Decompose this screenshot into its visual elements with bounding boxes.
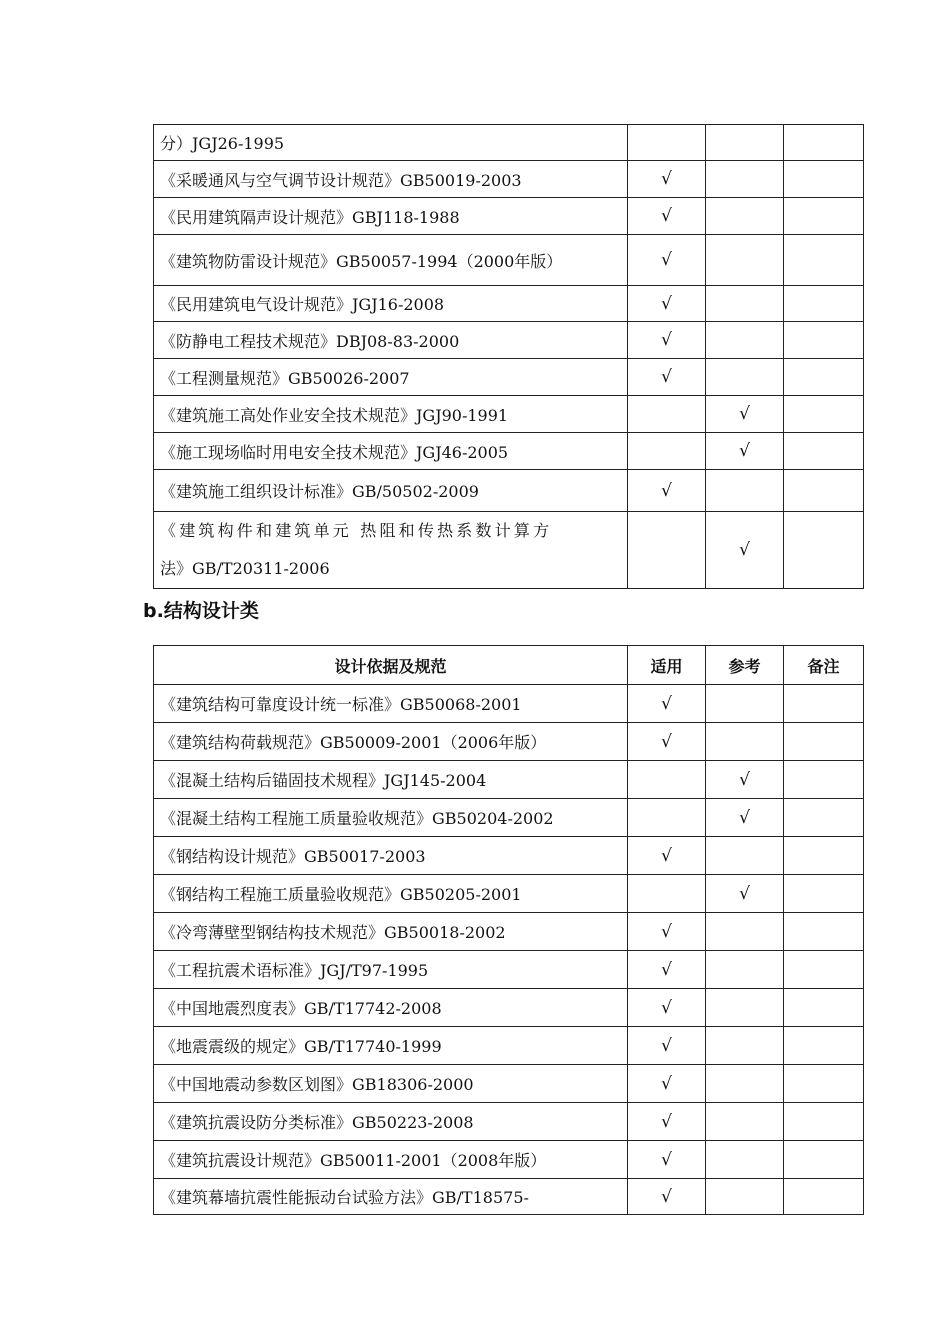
apply-mark — [628, 799, 706, 837]
standard-name: 《建筑抗震设计规范》GB50011-2001（2008年版） — [154, 1141, 628, 1179]
apply-mark — [628, 125, 706, 161]
apply-mark: √ — [628, 989, 706, 1027]
table-row — [154, 433, 864, 470]
apply-mark: √ — [628, 913, 706, 951]
note-cell — [784, 1065, 864, 1103]
ref-mark: √ — [706, 512, 784, 589]
note-cell — [784, 723, 864, 761]
table-row — [154, 761, 864, 799]
ref-mark — [706, 989, 784, 1027]
table-row — [154, 512, 864, 589]
note-cell — [784, 470, 864, 512]
table-row — [154, 322, 864, 359]
standard-name: 《钢结构工程施工质量验收规范》GB50205-2001 — [154, 875, 628, 913]
ref-mark — [706, 470, 784, 512]
standard-name: 分）JGJ26-1995 — [154, 125, 628, 161]
apply-mark: √ — [628, 470, 706, 512]
ref-mark — [706, 913, 784, 951]
table-row — [154, 837, 864, 875]
table-row — [154, 1103, 864, 1141]
apply-mark: √ — [628, 1103, 706, 1141]
standard-name-line-2: 法》GB/T20311-2006 — [160, 559, 330, 578]
table-row — [154, 198, 864, 235]
ref-mark — [706, 322, 784, 359]
standard-name: 《民用建筑电气设计规范》JGJ16-2008 — [154, 286, 628, 322]
table-row — [154, 989, 864, 1027]
ref-mark: √ — [706, 799, 784, 837]
apply-mark: √ — [628, 286, 706, 322]
note-cell — [784, 286, 864, 322]
note-cell — [784, 512, 864, 589]
standard-name: 《混凝土结构后锚固技术规程》JGJ145-2004 — [154, 761, 628, 799]
standard-name: 《民用建筑隔声设计规范》GBJ118-1988 — [154, 198, 628, 235]
ref-mark — [706, 359, 784, 396]
apply-mark: √ — [628, 685, 706, 723]
note-cell — [784, 685, 864, 723]
ref-mark — [706, 1027, 784, 1065]
standard-name: 《防静电工程技术规范》DBJ08-83-2000 — [154, 322, 628, 359]
apply-mark: √ — [628, 951, 706, 989]
ref-mark — [706, 837, 784, 875]
structural-design-standards-table — [153, 645, 864, 1215]
note-cell — [784, 198, 864, 235]
table-row — [154, 1065, 864, 1103]
header-note: 备注 — [784, 646, 864, 685]
table-row — [154, 125, 864, 161]
note-cell — [784, 951, 864, 989]
note-cell — [784, 396, 864, 433]
table-row — [154, 235, 864, 286]
header-standard-name: 设计依据及规范 — [154, 646, 628, 685]
apply-mark: √ — [628, 1065, 706, 1103]
standard-name: 《建筑施工组织设计标准》GB/50502-2009 — [154, 470, 628, 512]
standard-name: 《中国地震动参数区划图》GB18306-2000 — [154, 1065, 628, 1103]
note-cell — [784, 161, 864, 198]
apply-mark — [628, 433, 706, 470]
standard-name: 《建筑物防雷设计规范》GB50057-1994（2000年版） — [154, 235, 628, 286]
ref-mark: √ — [706, 396, 784, 433]
ref-mark — [706, 286, 784, 322]
standard-name: 《建筑施工高处作业安全技术规范》JGJ90-1991 — [154, 396, 628, 433]
ref-mark: √ — [706, 433, 784, 470]
table-row — [154, 799, 864, 837]
apply-mark: √ — [628, 235, 706, 286]
note-cell — [784, 1103, 864, 1141]
apply-mark — [628, 761, 706, 799]
note-cell — [784, 1027, 864, 1065]
apply-mark: √ — [628, 322, 706, 359]
ref-mark — [706, 235, 784, 286]
standard-name: 《工程抗震术语标准》JGJ/T97-1995 — [154, 951, 628, 989]
standard-name: 《建筑幕墙抗震性能振动台试验方法》GB/T18575- — [154, 1179, 628, 1215]
table-row — [154, 470, 864, 512]
standard-name: 《建筑结构荷载规范》GB50009-2001（2006年版） — [154, 723, 628, 761]
table-row — [154, 1141, 864, 1179]
table-row — [154, 913, 864, 951]
apply-mark — [628, 396, 706, 433]
ref-mark — [706, 161, 784, 198]
ref-mark — [706, 951, 784, 989]
standard-name: 《中国地震烈度表》GB/T17742-2008 — [154, 989, 628, 1027]
apply-mark: √ — [628, 1179, 706, 1215]
apply-mark: √ — [628, 837, 706, 875]
standard-name: 《混凝土结构工程施工质量验收规范》GB50204-2002 — [154, 799, 628, 837]
ref-mark — [706, 198, 784, 235]
standards-table-continued — [153, 124, 864, 589]
table-row — [154, 1179, 864, 1215]
note-cell — [784, 913, 864, 951]
ref-mark — [706, 1065, 784, 1103]
standard-name — [154, 512, 628, 589]
note-cell — [784, 1179, 864, 1215]
note-cell — [784, 433, 864, 470]
standard-name: 《工程测量规范》GB50026-2007 — [154, 359, 628, 396]
note-cell — [784, 125, 864, 161]
standard-name: 《采暖通风与空气调节设计规范》GB50019-2003 — [154, 161, 628, 198]
ref-mark: √ — [706, 875, 784, 913]
standard-name: 《建筑抗震设防分类标准》GB50223-2008 — [154, 1103, 628, 1141]
header-reference: 参考 — [706, 646, 784, 685]
note-cell — [784, 989, 864, 1027]
apply-mark: √ — [628, 1141, 706, 1179]
table-row — [154, 1027, 864, 1065]
apply-mark: √ — [628, 161, 706, 198]
table-row — [154, 951, 864, 989]
apply-mark — [628, 512, 706, 589]
note-cell — [784, 1141, 864, 1179]
note-cell — [784, 761, 864, 799]
table-row — [154, 286, 864, 322]
ref-mark — [706, 1141, 784, 1179]
table-row — [154, 723, 864, 761]
ref-mark — [706, 1103, 784, 1141]
table-row — [154, 875, 864, 913]
apply-mark: √ — [628, 723, 706, 761]
ref-mark — [706, 685, 784, 723]
apply-mark: √ — [628, 198, 706, 235]
standard-name: 《施工现场临时用电安全技术规范》JGJ46-2005 — [154, 433, 628, 470]
note-cell — [784, 235, 864, 286]
standard-name-line-1: 《建筑构件和建筑单元 热阻和传热系数计算方 — [160, 521, 553, 540]
note-cell — [784, 875, 864, 913]
standard-name: 《建筑结构可靠度设计统一标准》GB50068-2001 — [154, 685, 628, 723]
header-apply: 适用 — [628, 646, 706, 685]
apply-mark: √ — [628, 359, 706, 396]
apply-mark: √ — [628, 1027, 706, 1065]
table-row — [154, 396, 864, 433]
note-cell — [784, 799, 864, 837]
standard-name: 《地震震级的规定》GB/T17740-1999 — [154, 1027, 628, 1065]
section-heading: b.结构设计类 — [143, 600, 259, 622]
note-cell — [784, 322, 864, 359]
ref-mark — [706, 125, 784, 161]
ref-mark — [706, 723, 784, 761]
note-cell — [784, 837, 864, 875]
standard-name: 《钢结构设计规范》GB50017-2003 — [154, 837, 628, 875]
table-row — [154, 161, 864, 198]
note-cell — [784, 359, 864, 396]
ref-mark — [706, 1179, 784, 1215]
standard-name: 《冷弯薄壁型钢结构技术规范》GB50018-2002 — [154, 913, 628, 951]
apply-mark — [628, 875, 706, 913]
table-row — [154, 685, 864, 723]
ref-mark: √ — [706, 761, 784, 799]
table-row — [154, 359, 864, 396]
table-header-row — [154, 646, 864, 685]
